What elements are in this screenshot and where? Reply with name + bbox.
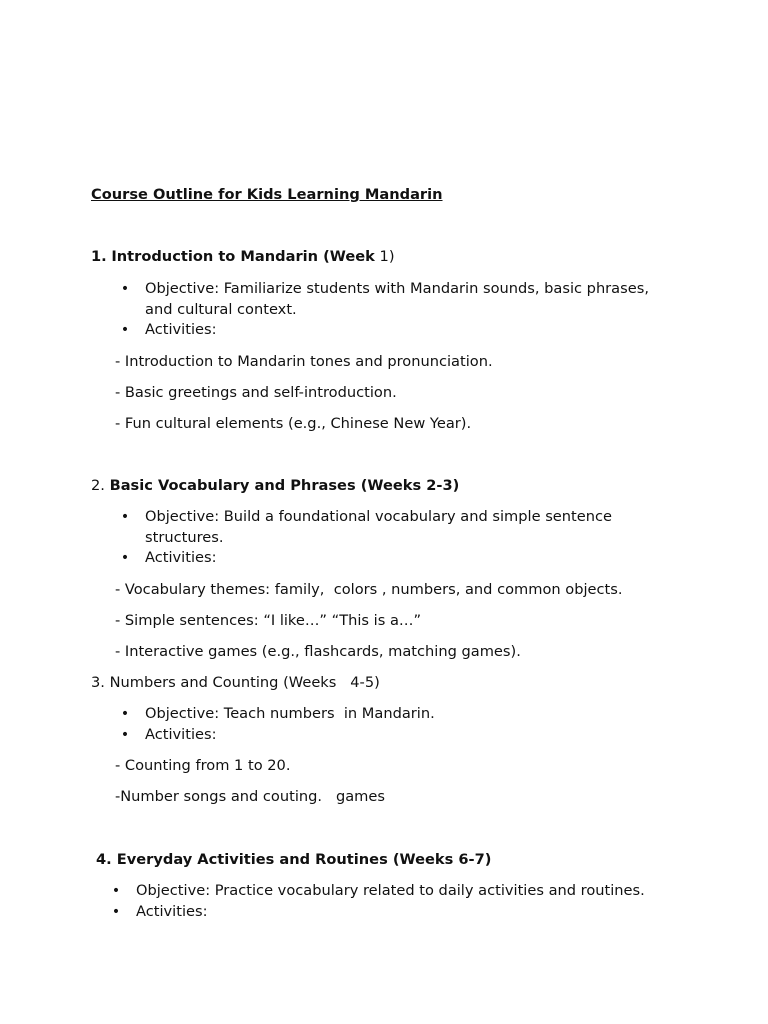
section-4-objective-item: [111, 881, 711, 902]
section-1-activities-label: Activities:: [145, 321, 217, 338]
section-2-activity: - Interactive games (e.g., flashcards, matching games).: [115, 643, 521, 660]
section-3-activity: -Number songs and couting. games: [115, 788, 385, 805]
bullet-icon: •: [120, 727, 130, 743]
document-title: Course Outline for Kids Learning Mandarin: [91, 186, 443, 203]
section-1-activity: - Fun cultural elements (e.g., Chinese New Year).: [115, 415, 472, 432]
section-3-objective-item: [120, 704, 680, 725]
section-1-number: 1.: [91, 248, 107, 265]
bullet-icon: •: [120, 509, 130, 525]
section-4-objective: Objective: Practice vocabulary related to daily activities and routines.: [136, 882, 645, 899]
section-2-activities-label: Activities:: [145, 549, 217, 566]
section-2-number: 2.: [91, 477, 105, 494]
section-2-title: Basic Vocabulary and Phrases (Weeks 2-3): [109, 477, 460, 494]
bullet-icon: •: [120, 322, 130, 338]
section-3-activities-label: Activities:: [145, 726, 217, 743]
section-1-objective-item: [120, 279, 680, 320]
section-3-activity: - Counting from 1 to 20.: [115, 757, 291, 774]
section-1-heading: [91, 247, 395, 267]
section-1-activity: - Basic greetings and self-introduction.: [115, 384, 397, 401]
section-4-activities-label: Activities:: [136, 903, 208, 920]
section-2-activities-item: [120, 548, 680, 569]
section-1-week: 1): [374, 248, 395, 265]
section-3-objective: Objective: Teach numbers in Mandarin.: [145, 705, 435, 722]
section-1-title: Introduction to Mandarin (Week: [111, 248, 375, 265]
bullet-icon: •: [111, 883, 121, 899]
section-2-heading: [91, 476, 459, 496]
section-1-activities-item: [120, 320, 680, 341]
section-3-activities-item: [120, 725, 680, 746]
section-2-activity: - Vocabulary themes: family, colors , numbers, and common objects.: [115, 581, 623, 598]
bullet-icon: •: [120, 550, 130, 566]
section-2-objective: Objective: Build a foundational vocabulary and simple sentence structures.: [145, 508, 612, 546]
section-1-activity: - Introduction to Mandarin tones and pronunciation.: [115, 353, 493, 370]
bullet-icon: •: [120, 281, 130, 297]
section-2-activity: - Simple sentences: “I like…” “This is a…”: [115, 612, 422, 629]
section-1-objective: Objective: Familiarize students with Mandarin sounds, basic phrases, and cultural context.: [145, 280, 649, 318]
bullet-icon: •: [120, 706, 130, 722]
section-4-activities-item: [111, 902, 711, 923]
section-3-heading: 3. Numbers and Counting (Weeks 4-5): [91, 674, 380, 691]
section-4-heading: 4. Everyday Activities and Routines (Weeks 6-7): [96, 851, 492, 868]
bullet-icon: •: [111, 904, 121, 920]
section-2-objective-item: [120, 507, 650, 548]
